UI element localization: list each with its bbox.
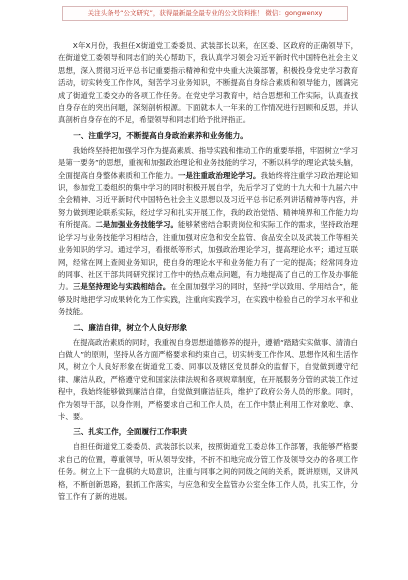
section-1-paragraph-1 (58, 145, 358, 319)
section-1-text: 在全面加强学习的同时，坚持“学以致用、学用结合”，能够及时地把学习成果转化为工作实践，注重向实践学习，在实践中检验自己的学习水平和业务技能。 (58, 282, 358, 317)
section-1-text: 能够紧密结合职责岗位和实际工作的需求，坚持政治理论学习与业务技能学习相结合，注重加强对应急和安全监管、食品安全以及武装工作等相关业务知识的学习。通过学习，看报纸等形式，加强政治理论学习，提高理论水平；通过互联网，经常在网上查阅业务知识，使自身的理论水平和业务能力有了一定的提高；经常同身边的同事、社区干部共同研究探讨工作中的热点难点问题，有力地提高了自己的工作及办事能力。 (58, 220, 358, 292)
promo-banner[interactable] (62, 6, 348, 21)
section-2-paragraph: 在提高政治素质的同时，我重视自身思想道德修养的提升，遵循“踏踏实实做事、清清白白做人”的原则，坚持从各方面严格要求和约束自己，切实转变工作作风、思想作风和生活作风，树立个人良好形象在街道党工委、同事以及辖区党员群众的监督下，自觉做到遵守纪律、廉洁从政，严格遵守党和国家法律法规和各项规章制度，在开展服务分管的武装工作过程中，我始终能够做到廉洁自律，自觉做到廉洁征兵，维护了政府公务人员的形象。同时，作为领导干部，以身作则，严格要求自己和工作人员，在工作中禁止利用工作对象吃、拿、卡、要。 (58, 337, 358, 421)
banner-text: 关注头条号“公文研究”，获得最新最全最专业的公文资料推！ 微信：gongwenxy (87, 9, 323, 17)
report-body (58, 40, 358, 503)
section-1-heading: 一、注重学习，不断提高自身政治素养和业务能力。 (73, 130, 248, 140)
section-1-point-2: 二是加强业务技能学习。 (95, 220, 179, 230)
intro-paragraph: X年X月份，我担任X街道党工委委员、武装部长以来，在区委、区政府的正确领导下，在街道党工委领导和同志们的关心帮助下，我认真学习领会习近平新时代中国特色社会主义思想，深入贯彻习近平总书记重要指示精神和党中央重大决策部署，积极投身党史学习教育活动，切实转变工作作风，刻苦学习业务知识，不断提高自身综合素质和领导能力，圆满完成了街道党工委交办的各项工作任务。在党史学习教育中，结合思想和工作实际，认真查找自身存在的突出问题，深刻剖析根源。下面就本人一年来的工作情况进行回顾和反思，并认真剖析自身存在的不足，希望领导和同志们给予批评指正。 (58, 41, 358, 125)
section-2-heading: 二、廉洁自律，树立个人良好形象 (73, 322, 188, 332)
section-3-paragraph: 自担任街道党工委委员、武装部长以来，按照街道党工委总体工作部署，我能够严格要求自己的位置，尊重领导，听从领导安排，不折不扣地完成分管工作及领导交办的各项工作任务。树立上下一盘棋的大局意识，注重与同事之间的同级之间的关系，既讲原则，又讲风格，不断创新思路，狠抓工作落实，与应急和安全监管办公室全体工作人员，扎实工作，分管工作有了新的进展。 (58, 442, 358, 501)
section-1-text: 我始终坚持把加强学习作为提高素质、指导实践和推动工作的重要举措，牢固树立“学习是第一要务”的思想，重视和加强政治理论和业务技能的学习，不断以科学的理论武装头脑，全面提高自身整体素质和工作能力。 (58, 145, 358, 180)
section-1-point-1: 一是注重政治理论学习。 (178, 170, 261, 180)
section-1-text: 我始终将注重学习政治理论知识，参加党工委组织的集中学习的同时积极开展自学，先后学习了党的十九大和十九届六中全会精神、习近平新时代中国特色社会主义思想以及习近平总书记系列讲话精神等内容，并努力做到理论联系实际，经过学习和扎实开展工作，我的政治觉悟、精神境界和工作能力均有所提高。 (58, 170, 358, 230)
section-1-point-3: 三是坚持理论与实践相结合。 (73, 282, 171, 292)
section-3-heading: 三、扎实工作，全面履行工作职责 (73, 427, 188, 437)
